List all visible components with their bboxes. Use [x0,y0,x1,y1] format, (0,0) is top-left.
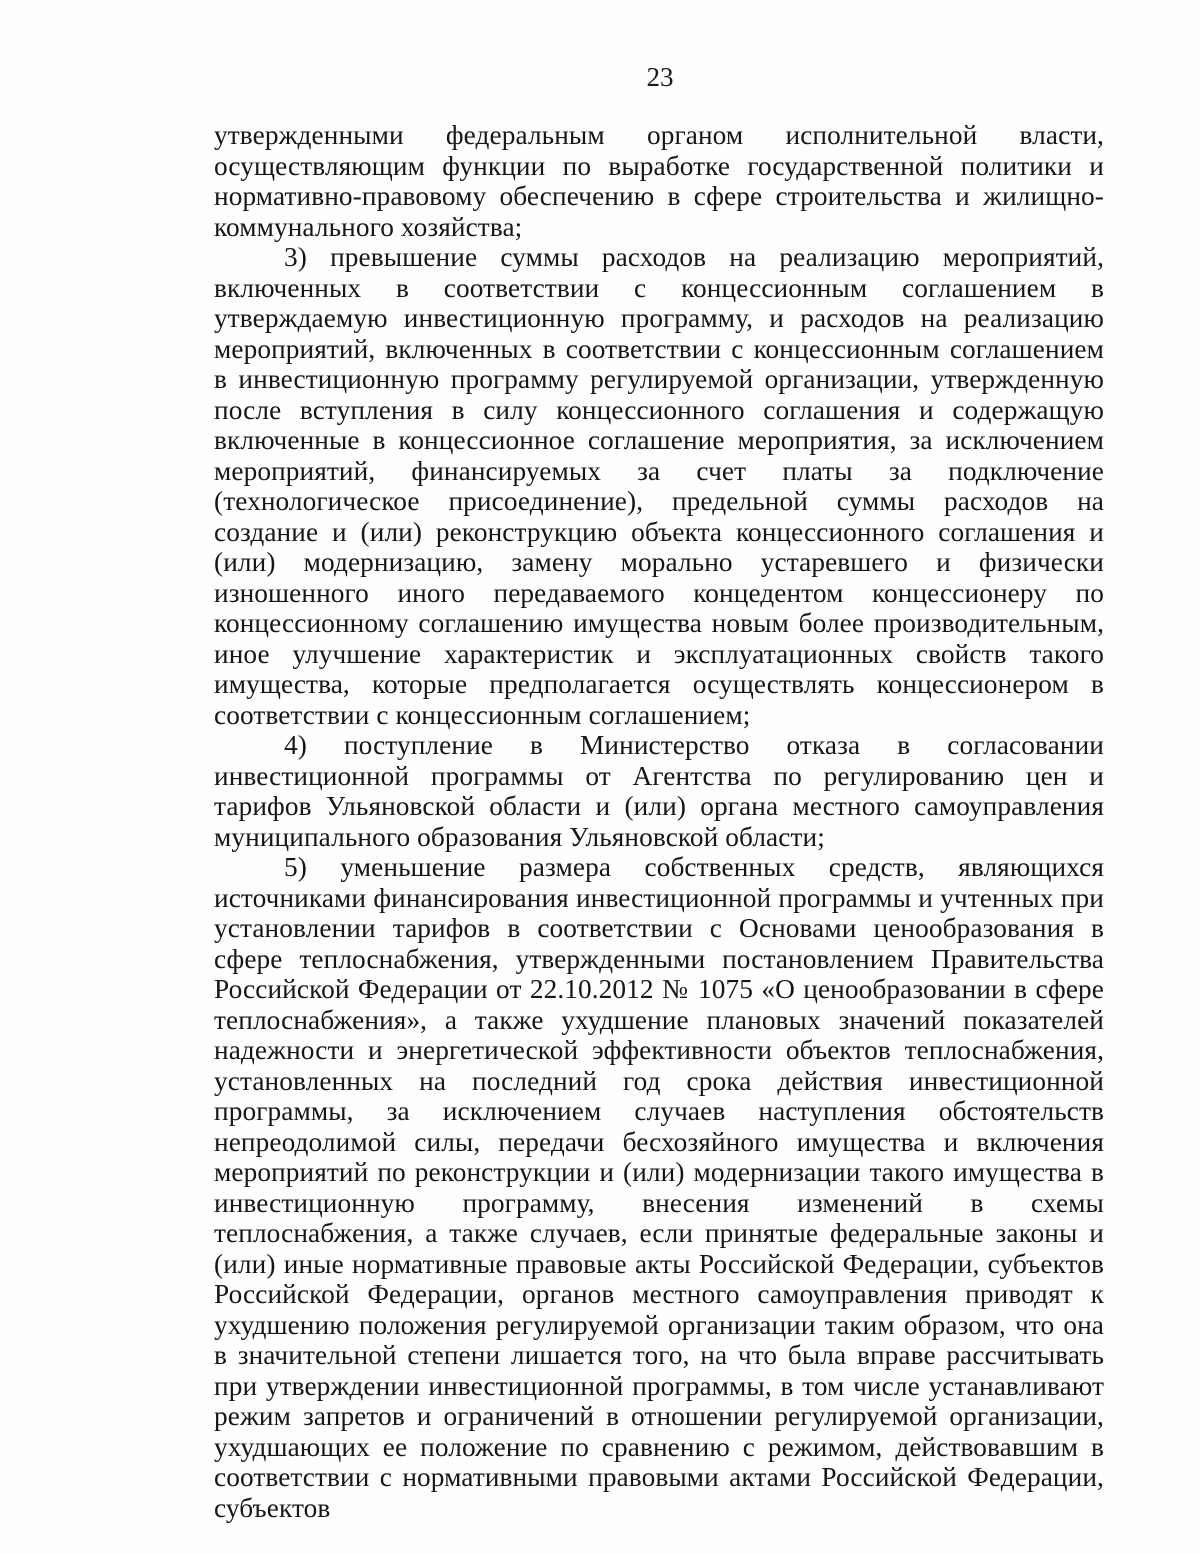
paragraph-item-5: 5) уменьшение размера собственных средств, являющихся источниками финансирования инвестиционной программы и учтенных при установлении тарифов в соответствии с Основами ценообразования в сфере теплоснабжения, утвержденными постановлением Правительства Российской Федерации от 22.10.2012 № 1075 «О ценообразовании в сфере теплоснабжения», а также ухудшение плановых значений показателей надежности и энергетической эффективности объектов теплоснабжения, установленных на последний год срока действия инвестиционной программы, за исключением случаев наступления обстоятельств непреодолимой силы, передачи бесхозяйного имущества и включения мероприятий по реконструкции и (или) модернизации такого имущества в инвестиционную программу, внесения изменений в схемы теплоснабжения, а также случаев, если принятые федеральные законы и (или) иные нормативные правовые акты Российской Федерации, субъектов Российской Федерации, органов местного самоуправления приводят к ухудшению положения регулируемой организации таким образом, что она в значительной степени лишается того, на что была вправе рассчитывать при утверждении инвестиционной программы, в том числе устанавливают режим запретов и ограничений в отношении регулируемой организации, ухудшающих ее положение по сравнению с режимом, действовавшим в соответствии с нормативными правовыми актами Российской Федерации, субъектов [214,852,1104,1523]
paragraph-continuation: утвержденными федеральным органом исполнительной власти, осуществляющим функции по выработке государственной политики и нормативно-правовому обеспечению в сфере строительства и жилищно-коммунального хозяйства; [214,120,1104,242]
paragraph-item-4: 4) поступление в Министерство отказа в согласовании инвестиционной программы от Агентства по регулированию цен и тарифов Ульяновской области и (или) органа местного самоуправления муниципального образования Ульяновской области; [214,730,1104,852]
page-number: 23 [646,62,674,92]
document-body [214,120,1104,1523]
paragraph-item-3: 3) превышение суммы расходов на реализацию мероприятий, включенных в соответствии с концессионным соглашением в утверждаемую инвестиционную программу, и расходов на реализацию мероприятий, включенных в соответствии с концессионным соглашением в инвестиционную программу регулируемой организации, утвержденную после вступления в силу концессионного соглашения и содержащую включенные в концессионное соглашение мероприятия, за исключением мероприятий, финансируемых за счет платы за подключение (технологическое присоединение), предельной суммы расходов на создание и (или) реконструкцию объекта концессионного соглашения и (или) модернизацию, замену морально устаревшего и физически изношенного иного передаваемого концедентом концессионеру по концессионному соглашению имущества новым более производительным, иное улучшение характеристик и эксплуатационных свойств такого имущества, которые предполагается осуществлять концессионером в соответствии с концессионным соглашением; [214,242,1104,730]
